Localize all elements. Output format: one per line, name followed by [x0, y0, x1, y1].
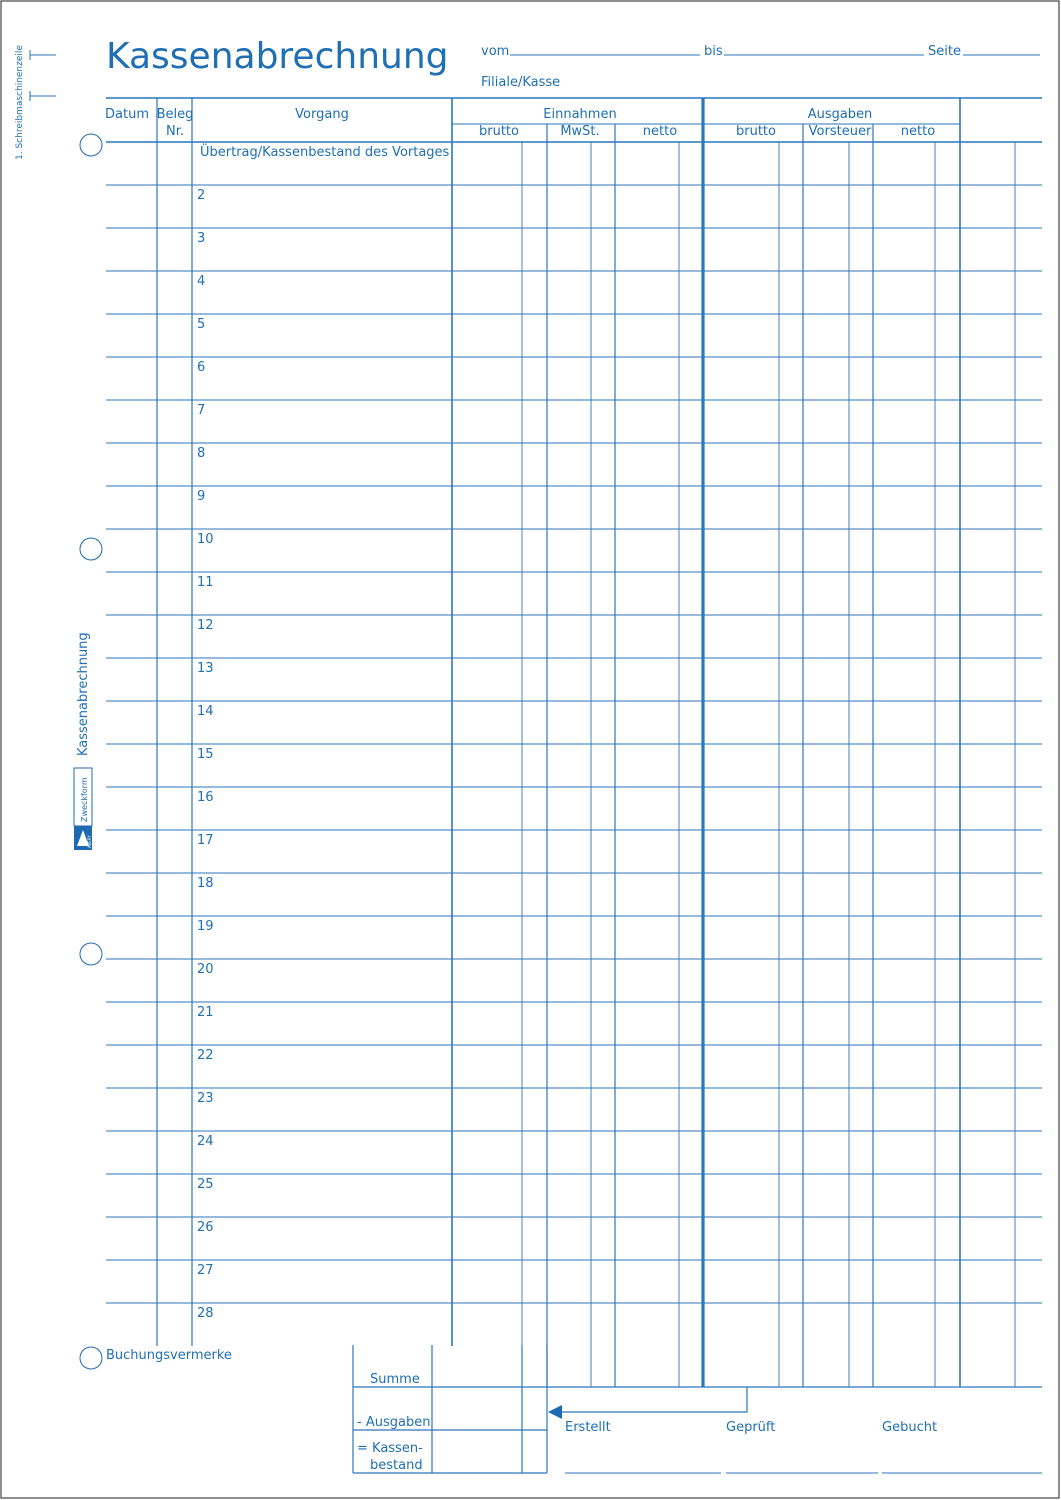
- row-number: 10: [197, 532, 214, 547]
- punch-hole-lower: [80, 943, 102, 965]
- side-title: Kassenabrechnung: [76, 632, 91, 756]
- row-number: 7: [197, 403, 206, 418]
- col-brutto-in: brutto: [479, 124, 519, 139]
- punch-hole-top: [80, 134, 102, 156]
- row-number: 5: [197, 317, 206, 332]
- row-number: 18: [197, 876, 214, 891]
- row-number: 13: [197, 661, 214, 676]
- row-number: 3: [197, 231, 206, 246]
- punch-hole-middle: [80, 538, 102, 560]
- row-number: 12: [197, 618, 214, 633]
- brand-sub: AVERY: [87, 835, 92, 848]
- row-number: 27: [197, 1263, 214, 1278]
- row-number: 22: [197, 1048, 214, 1063]
- bis-label: bis: [704, 44, 723, 59]
- row-number: 23: [197, 1091, 214, 1106]
- col-vorsteuer: Vorsteuer: [808, 124, 872, 139]
- typewriter-hint: 1. Schreibmaschinenzeile: [15, 45, 25, 160]
- col-mwst: MwSt.: [560, 124, 600, 139]
- gebucht-label: Gebucht: [882, 1420, 938, 1435]
- row-number: 20: [197, 962, 214, 977]
- row-number: 26: [197, 1220, 214, 1235]
- row-number: 19: [197, 919, 214, 934]
- punch-hole-bottom: [80, 1347, 102, 1369]
- minus-ausgaben-label: - Ausgaben: [357, 1415, 431, 1430]
- col-netto-out: netto: [900, 124, 936, 139]
- col-brutto-out: brutto: [736, 124, 776, 139]
- col-einnahmen: Einnahmen: [543, 107, 617, 122]
- row-number: 16: [197, 790, 214, 805]
- seite-label: Seite: [928, 44, 961, 59]
- buchungsvermerke-label: Buchungsvermerke: [106, 1348, 232, 1363]
- filiale-label: Filiale/Kasse: [481, 75, 561, 90]
- row-number: 14: [197, 704, 214, 719]
- row-number: 8: [197, 446, 206, 461]
- first-row-label: Übertrag/Kassenbestand des Vortages: [200, 145, 450, 160]
- col-ausgaben: Ausgaben: [807, 107, 873, 122]
- row-number: 11: [197, 575, 214, 590]
- col-datum: Datum: [105, 107, 149, 122]
- row-number: 9: [197, 489, 206, 504]
- form-title: Kassenabrechnung: [106, 36, 449, 77]
- col-vorgang: Vorgang: [295, 107, 349, 122]
- col-beleg: Beleg: [156, 107, 194, 122]
- row-number: 28: [197, 1306, 214, 1321]
- row-number: 4: [197, 274, 206, 289]
- geprueft-label: Geprüft: [726, 1420, 776, 1435]
- row-number: 24: [197, 1134, 214, 1149]
- kassenbestand-label-1: = Kassen-: [357, 1441, 423, 1456]
- summe-label: Summe: [370, 1372, 420, 1387]
- brand-name: Zweckform: [80, 777, 89, 822]
- erstellt-label: Erstellt: [565, 1420, 611, 1435]
- row-number: 6: [197, 360, 206, 375]
- col-beleg-nr: Nr.: [165, 124, 185, 139]
- kassenbestand-label-2: bestand: [370, 1458, 423, 1473]
- col-netto-in: netto: [642, 124, 678, 139]
- row-number: 25: [197, 1177, 214, 1192]
- row-number: 15: [197, 747, 214, 762]
- row-number: 21: [197, 1005, 214, 1020]
- row-number: 2: [197, 188, 206, 203]
- row-number: 17: [197, 833, 214, 848]
- vom-label: vom: [481, 44, 510, 59]
